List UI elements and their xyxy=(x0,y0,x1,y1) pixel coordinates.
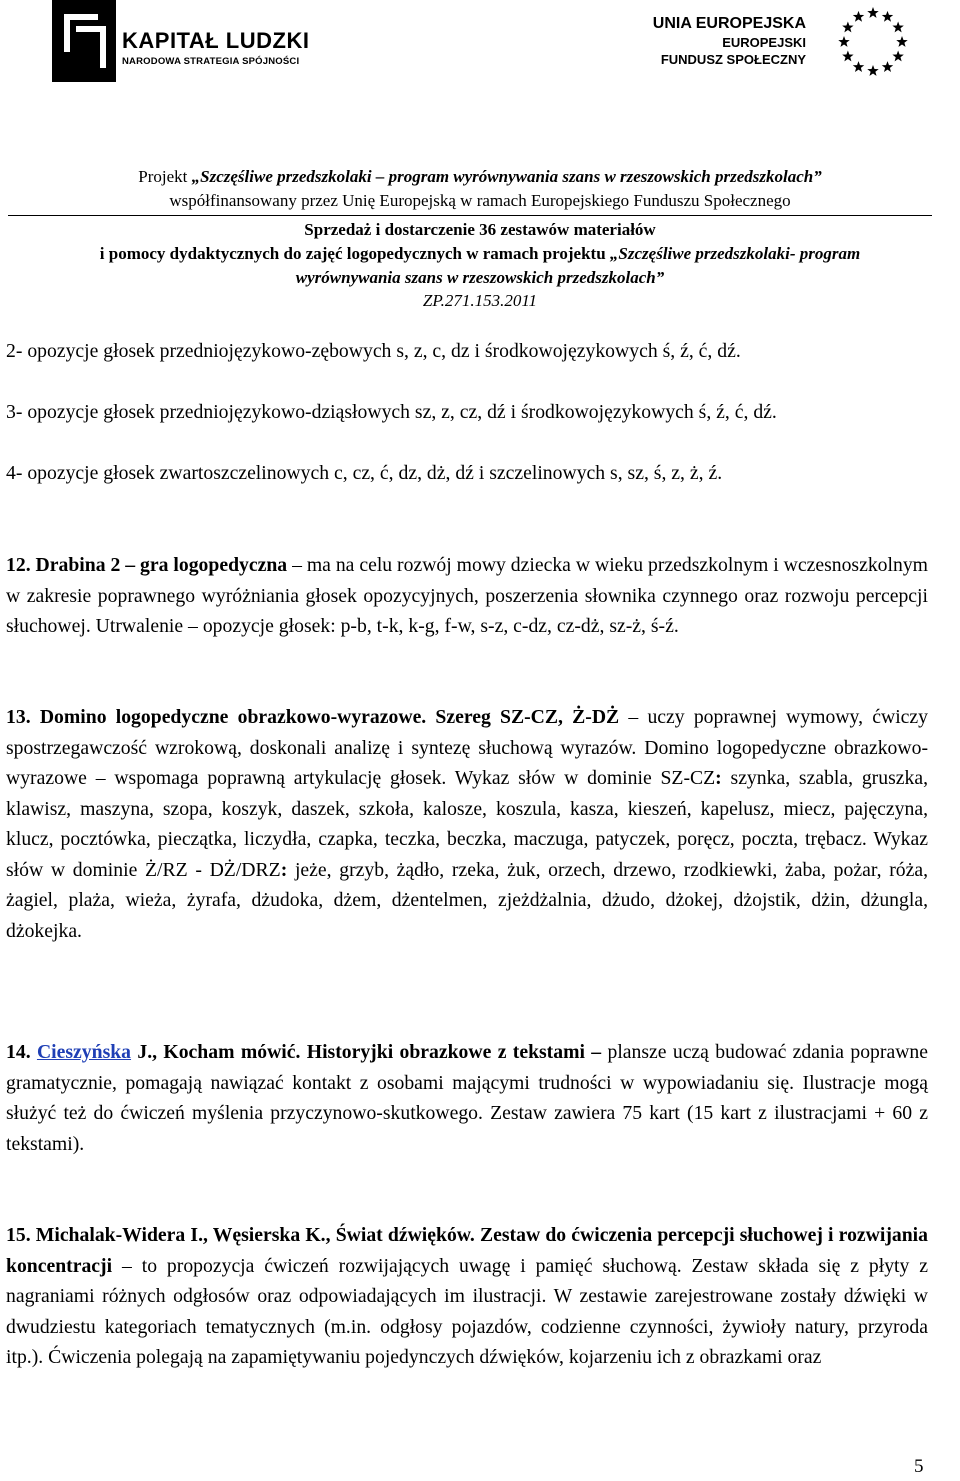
eu-star-icon xyxy=(867,7,878,18)
item-13-heading: 13. Domino logopedyczne obrazkowo-wyrazowe. Szereg SZ-CZ, Ż-DŻ xyxy=(6,706,620,728)
opposition-2-paragraph: 2- opozycje głosek przedniojęzykowo-zębowych s, z, c, dz i środkowojęzykowych ś, ź, ć, dź. xyxy=(6,340,741,362)
item-14-number: 14. xyxy=(6,1041,37,1063)
item-12-heading: 12. Drabina 2 – gra logopedyczna xyxy=(6,554,288,576)
aids-line-title: „Szczęśliwe przedszkolaki- program xyxy=(609,244,861,263)
sale-line: Sprzedaż i dostarczenie 36 zestawów materiałów xyxy=(304,220,656,239)
item-14-author-link[interactable]: Cieszyńska xyxy=(36,1041,132,1063)
eu-star-icon xyxy=(853,61,864,72)
eu-logo-line1: UNIA EUROPEJSKA xyxy=(652,15,806,32)
eu-logo-line3: FUNDUSZ SPOŁECZNY xyxy=(660,52,806,67)
eu-star-icon xyxy=(842,51,853,62)
item-14-text: plansze uczą budować zdania poprawne gramatycznie, pomagają nawiązać kontakt z osobami mającymi trudności w wypowiadaniu się. Ilustracje mogą służyć też do ćwiczeń myślenia przyczynowo-skutkowego. Zestaw zawiera 75 kart (15 kart z ilustracjami + 60 z tekstami). xyxy=(6,1041,928,1155)
project-title-line xyxy=(0,166,960,188)
eu-star-icon xyxy=(842,22,853,33)
eu-star-icon xyxy=(882,11,893,22)
kapital-ludzki-logo xyxy=(52,0,310,82)
item-13-text-2: szynka, szabla, gruszka, klawisz, maszyna, szopa, koszyk, daszek, szkoła, kalosze, koszula, kasza, kieszeń, kapelusz, miecz, pajęczyna, klucz, pocztówka, pieczątka, liczydła, czapka, teczka, beczka, maczuga, patyczek, poręcz, poczta, trębacz. Wykaz słów w dominie Ż/RZ - DŻ/DRZ xyxy=(6,767,928,881)
cofinanced-line: współfinansowany przez Unię Europejską w ramach Europejskiego Funduszu Społecznego xyxy=(169,191,791,210)
opposition-4-paragraph: 4- opozycje głosek zwartoszczelinowych c, cz, ć, dz, dż, dź i szczelinowych s, sz, ś, z, ż, ź. xyxy=(6,462,723,484)
aids-line-prefix: i pomocy dydaktycznych do zajęć logopedycznych w ramach projektu xyxy=(99,244,610,263)
page-number: 5 xyxy=(914,1456,924,1477)
item-15-heading: 15. Michalak-Widera I., Węsierska K., Świat dźwięków. Zestaw do ćwiczenia percepcji słuchowej i rozwijania koncentracji xyxy=(6,1224,928,1277)
eu-star-icon xyxy=(892,22,903,33)
kapital-ludzki-emblem xyxy=(52,0,116,82)
eu-logo xyxy=(648,0,948,82)
eu-star-icon xyxy=(867,65,878,76)
kapital-ludzki-title: KAPITAŁ LUDZKI xyxy=(122,28,310,53)
eu-stars-icon xyxy=(834,3,912,81)
project-title: „Szczęśliwe przedszkolaki – program wyrównywania szans w rzeszowskich przedszkolach” xyxy=(191,167,822,186)
item-15-paragraph xyxy=(6,1220,928,1373)
item-13-text-1: – uczy poprawnej wymowy, ćwiczy spostrzegawczość wzrokową, doskonali analizę i syntezę słuchową wyrazów. Domino logopedyczne obrazkowo-wyrazowe – wspomaga poprawną artykulację głosek. Wykaz słów w dominie SZ-CZ xyxy=(6,706,928,789)
emblem-icon xyxy=(52,0,116,82)
kapital-ludzki-subtitle: NARODOWA STRATEGIA SPÓJNOŚCI xyxy=(122,56,300,67)
item-13-paragraph xyxy=(6,702,928,946)
item-15-text: – to propozycja ćwiczeń rozwijających uwagę i pamięć słuchową. Zestaw składa się z płyty z nagraniami różnych odgłosów oraz odpowiadających im ilustracji. W zestawie zarejestrowane zostały dźwięki w dwudziestu kategoriach tematycznych (m.in. odgłosy pojazdów, codzienne czynności, żywioły natury, przyroda itp.). Ćwiczenia polegają na zapamiętywaniu pojedynczych dźwięków, kojarzeniu ich z obrazkami oraz xyxy=(6,1254,928,1368)
eu-logo-line2: EUROPEJSKI xyxy=(722,35,806,50)
aids-line xyxy=(0,243,960,265)
eu-star-icon xyxy=(882,61,893,72)
item-14-heading: J., Kocham mówić. Historyjki obrazkowe z tekstami – xyxy=(131,1041,602,1063)
eu-star-icon xyxy=(838,36,849,47)
item-12-paragraph xyxy=(6,550,928,642)
reference-number: ZP.271.153.2011 xyxy=(422,291,538,310)
aids-line-continuation: wyrównywania szans w rzeszowskich przedszkolach” xyxy=(295,268,665,287)
item-14-paragraph xyxy=(6,1037,928,1159)
item-13-colon-2: : xyxy=(280,858,288,881)
header-divider xyxy=(8,215,932,216)
opposition-3-paragraph: 3- opozycje głosek przedniojęzykowo-dziąsłowych sz, z, cz, dź i środkowojęzykowych ś, ź, ć, dź. xyxy=(6,401,777,423)
eu-star-icon xyxy=(896,36,907,47)
project-prefix: Projekt xyxy=(138,167,192,186)
item-12-text: – ma na celu rozwój mowy dziecka w wieku przedszkolnym i wczesnoszkolnym w zakresie poprawnego wyróżniania głosek opozycyjnych, poszerzenia słownika czynnego oraz rozwoju percepcji słuchowej. Utrwalenie – opozycje głosek: p-b, t-k, k-g, f-w, s-z, c-dz, cz-dż, sz-ż, ś-ź. xyxy=(6,554,928,637)
eu-star-icon xyxy=(892,51,903,62)
eu-logo-text xyxy=(648,14,806,68)
item-13-text-3: jeże, grzyb, żądło, rzeka, żuk, orzech, drzewo, rzodkiewki, żaba, pożar, róża, żagiel, plaża, wieża, żyrafa, dżudoka, dżem, dżentelmen, zjeżdżalnia, dżudo, dżokej, dżojstik, dżin, dżungla, dżokejka. xyxy=(6,858,928,942)
item-13-colon-1: : xyxy=(715,767,722,789)
eu-star-icon xyxy=(853,11,864,22)
